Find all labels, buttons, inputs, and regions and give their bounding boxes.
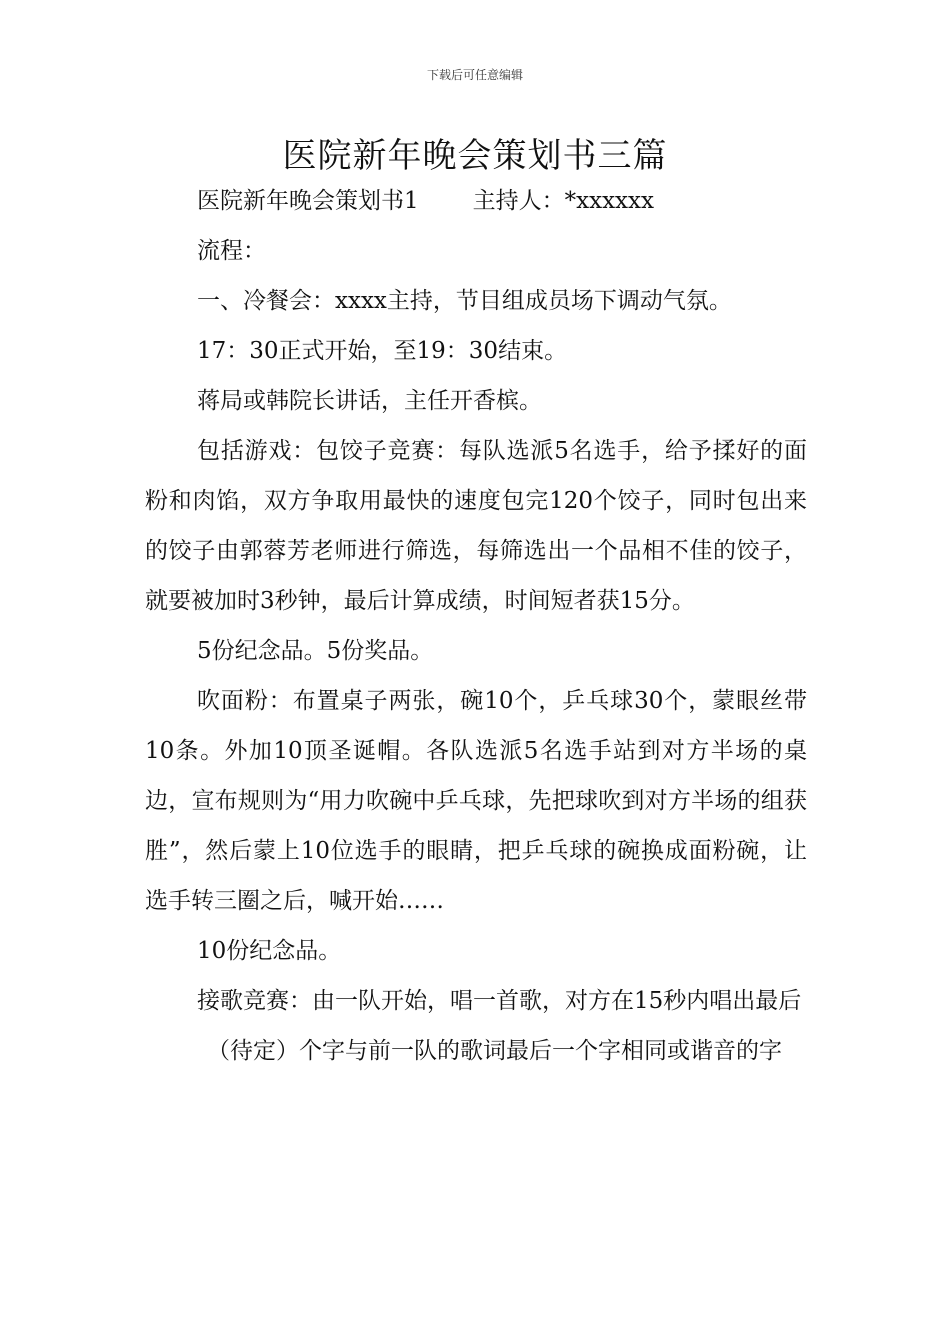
subtitle-line [145, 176, 807, 226]
header-note: 下载后可任意编辑 [426, 68, 523, 82]
paragraph-prizes-1: 5份纪念品。5份奖品。 [197, 638, 434, 664]
paragraph-speech: 蒋局或韩院长讲话，主任开香槟。 [197, 388, 542, 414]
paragraph-process: 流程： [197, 238, 266, 264]
document-title: 医院新年晚会策划书三篇 [282, 136, 668, 176]
paragraph-song-rule: （待定）个字与前一队的歌词最后一个字相同或谐音的字 [207, 1038, 782, 1064]
paragraph-dumpling-game: 包括游戏：包饺子竞赛：每队选派5名选手，给予揉好的面粉和肉馅，双方争取用最快的速度包完120个饺子，同时包出来的饺子由郭蓉芳老师进行筛选，每筛选出一个品相不佳的饺子，就要被加时3秒钟，最后计算成绩，时间短者获15分。 [145, 438, 807, 614]
paragraph-flour-game: 吹面粉：布置桌子两张，碗10个，乒乓球30个，蒙眼丝带10条。外加10顶圣诞帽。各队选派5名选手站到对方半场的桌边，宣布规则为“用力吹碗中乒乓球，先把球吹到对方半场的组获胜”，然后蒙上10位选手的眼睛，把乒乓球的碗换成面粉碗，让选手转三圈之后，喊开始…… [145, 688, 807, 914]
paragraph-prizes-2: 10份纪念品。 [197, 938, 342, 964]
paragraph-cold-buffet: 一、冷餐会：xxxx主持，节目组成员场下调动气氛。 [197, 288, 732, 314]
document-body [145, 176, 807, 1076]
paragraph-time: 17：30正式开始，至19：30结束。 [197, 338, 568, 364]
paragraph-song-game: 接歌竞赛：由一队开始，唱一首歌，对方在15秒内唱出最后 [197, 988, 802, 1014]
host-text: 主持人：*xxxxxx [472, 188, 654, 214]
subtitle-text: 医院新年晚会策划书1 [197, 188, 419, 214]
